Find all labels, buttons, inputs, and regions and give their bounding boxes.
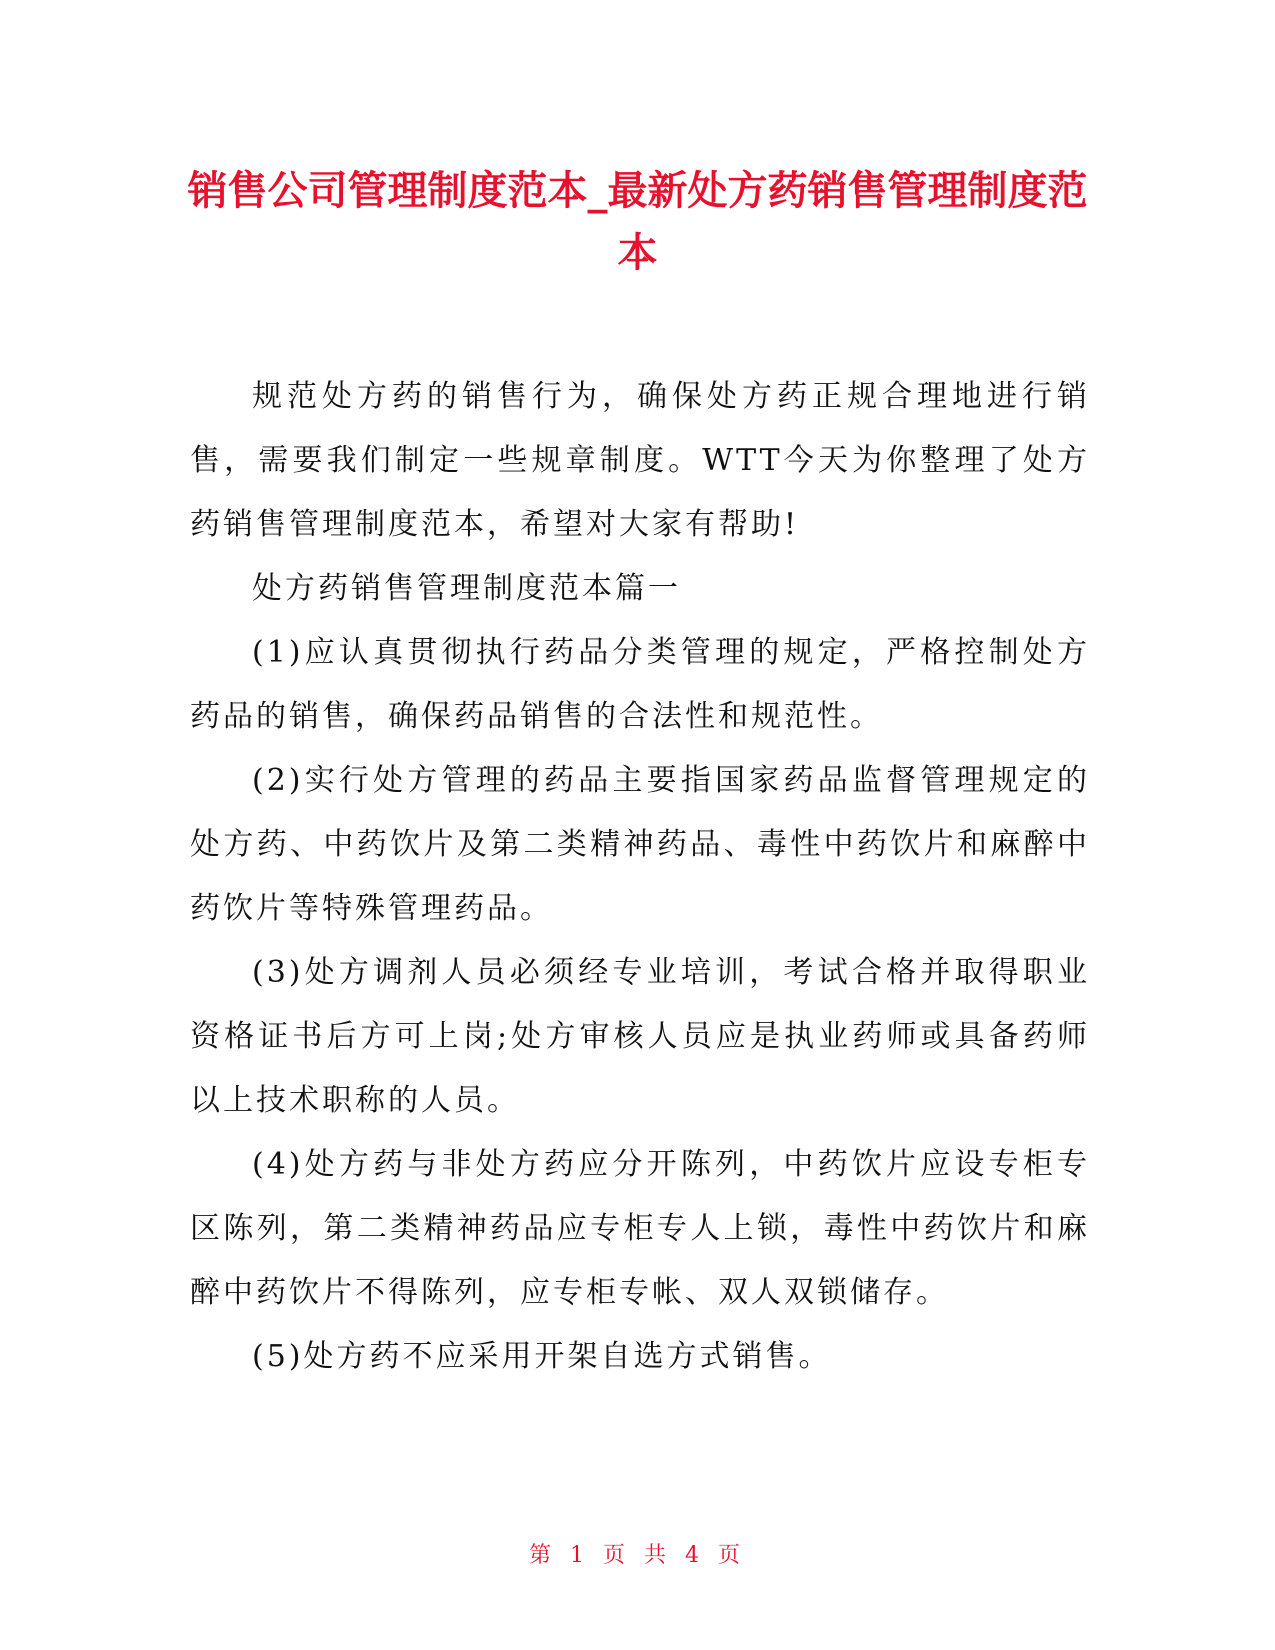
- section-heading: 处方药销售管理制度范本篇一: [252, 571, 681, 606]
- paragraph-item-5: (5)处方药不应采用开架自选方式销售。: [252, 1339, 832, 1374]
- page-footer: 第 1 页 共 4 页: [529, 1543, 746, 1568]
- paragraph-item-3: (3)处方调剂人员必须经专业培训，考试合格并取得职业资格证书后方可上岗;处方审核人员应是执业药师或具备药师以上技术职称的人员。: [190, 955, 1090, 1118]
- paragraph-item-2: (2)实行处方管理的药品主要指国家药品监督管理规定的处方药、中药饮片及第二类精神药品、毒性中药饮片和麻醉中药饮片等特殊管理药品。: [190, 763, 1090, 926]
- paragraph-item-4: (4)处方药与非处方药应分开陈列，中药饮片应设专柜专区陈列，第二类精神药品应专柜专人上锁，毒性中药饮片和麻醉中药饮片不得陈列，应专柜专帐、双人双锁储存。: [190, 1147, 1090, 1310]
- document-body: [190, 365, 1090, 1389]
- paragraph-intro: 规范处方药的销售行为，确保处方药正规合理地进行销售，需要我们制定一些规章制度。WTT今天为你整理了处方药销售管理制度范本，希望对大家有帮助!: [190, 379, 1090, 542]
- document-title: 销售公司管理制度范本_最新处方药销售管理制度范本: [187, 168, 1088, 276]
- paragraph-item-1: (1)应认真贯彻执行药品分类管理的规定，严格控制处方药品的销售，确保药品销售的合法性和规范性。: [190, 635, 1090, 734]
